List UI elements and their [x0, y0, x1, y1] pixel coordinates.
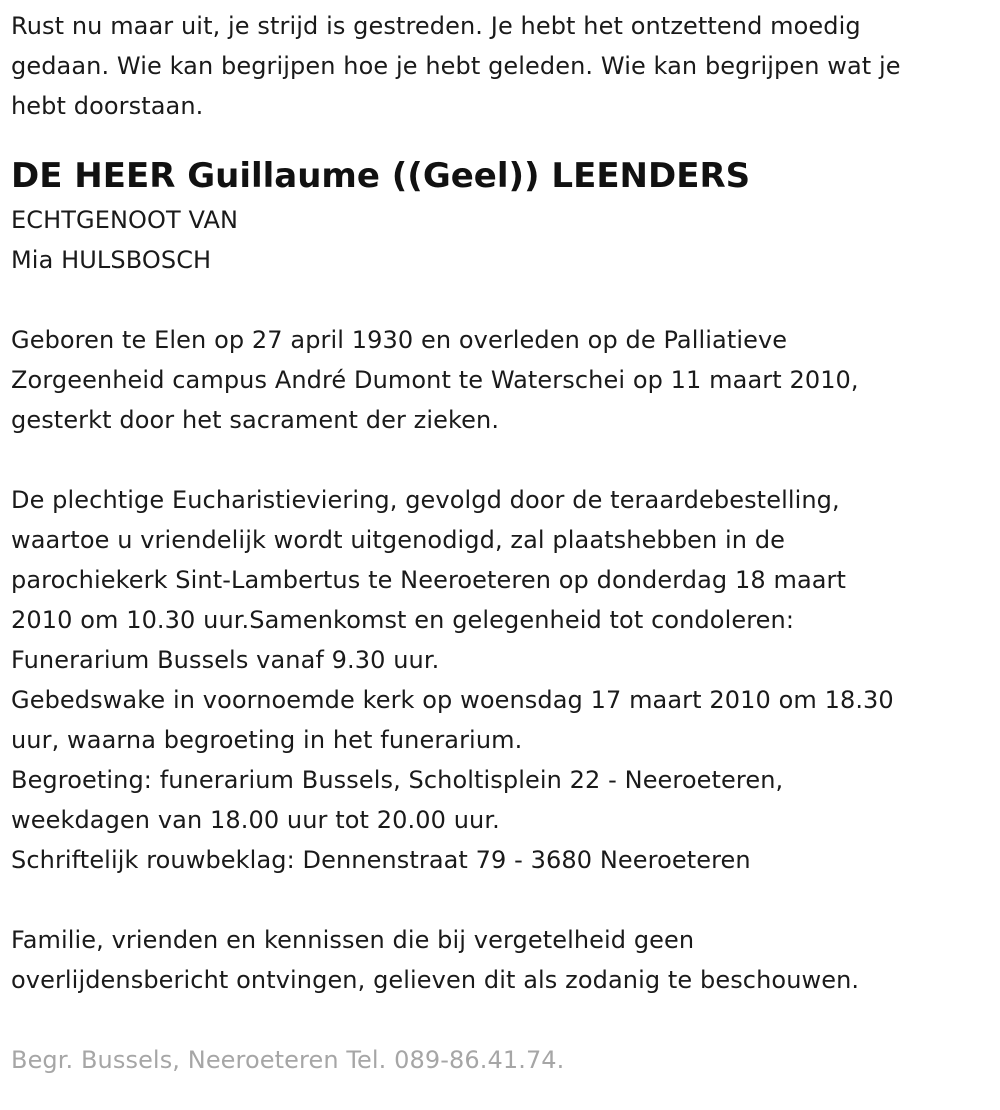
intro-line: Rust nu maar uit, je strijd is gestreden. Je hebt het ontzettend moedig: [11, 12, 861, 40]
paragraph-line: gesterkt door het sacrament der zieken.: [11, 406, 500, 434]
paragraph-line: Geboren te Elen op 27 april 1930 en overleden op de Palliatieve: [11, 326, 788, 354]
paragraph-line: weekdagen van 18.00 uur tot 20.00 uur.: [11, 806, 500, 834]
intro-line: hebt doorstaan.: [11, 92, 204, 120]
obituary-notice: [11, 6, 996, 1080]
spouse-name: Mia HULSBOSCH: [11, 246, 212, 274]
paragraph-line: Gebedswake in voornoemde kerk op woensdag 17 maart 2010 om 18.30: [11, 686, 894, 714]
funeral-home-contact: Begr. Bussels, Neeroeteren Tel. 089-86.41.74.: [11, 1046, 565, 1074]
closing-paragraph: [11, 920, 996, 1000]
spacer: [11, 1000, 996, 1040]
paragraph-line: Zorgeenheid campus André Dumont te Waterschei op 11 maart 2010,: [11, 366, 859, 394]
spouse-block: [11, 200, 996, 280]
intro-verse: [11, 6, 996, 126]
deceased-name-heading: DE HEER Guillaume ((Geel)) LEENDERS: [11, 156, 751, 196]
paragraph-line: 2010 om 10.30 uur.Samenkomst en gelegenheid tot condoleren:: [11, 606, 795, 634]
spacer: [11, 880, 996, 920]
spacer: [11, 280, 996, 320]
paragraph-line: Familie, vrienden en kennissen die bij vergetelheid geen: [11, 926, 695, 954]
birth-death-paragraph: [11, 320, 996, 440]
paragraph-line: parochiekerk Sint-Lambertus te Neeroeteren op donderdag 18 maart: [11, 566, 847, 594]
spacer: [11, 440, 996, 480]
paragraph-line: Begroeting: funerarium Bussels, Scholtisplein 22 - Neeroeteren,: [11, 766, 784, 794]
paragraph-line: uur, waarna begroeting in het funerarium.: [11, 726, 523, 754]
paragraph-line: overlijdensbericht ontvingen, gelieven dit als zodanig te beschouwen.: [11, 966, 860, 994]
paragraph-line: waartoe u vriendelijk wordt uitgenodigd, zal plaatshebben in de: [11, 526, 786, 554]
spouse-relation: ECHTGENOOT VAN: [11, 206, 239, 234]
paragraph-line: Schriftelijk rouwbeklag: Dennenstraat 79 - 3680 Neeroeteren: [11, 846, 751, 874]
paragraph-line: De plechtige Eucharistieviering, gevolgd door de teraardebestelling,: [11, 486, 840, 514]
intro-line: gedaan. Wie kan begrijpen hoe je hebt geleden. Wie kan begrijpen wat je: [11, 52, 901, 80]
paragraph-line: Funerarium Bussels vanaf 9.30 uur.: [11, 646, 440, 674]
ceremony-paragraph: [11, 480, 996, 880]
